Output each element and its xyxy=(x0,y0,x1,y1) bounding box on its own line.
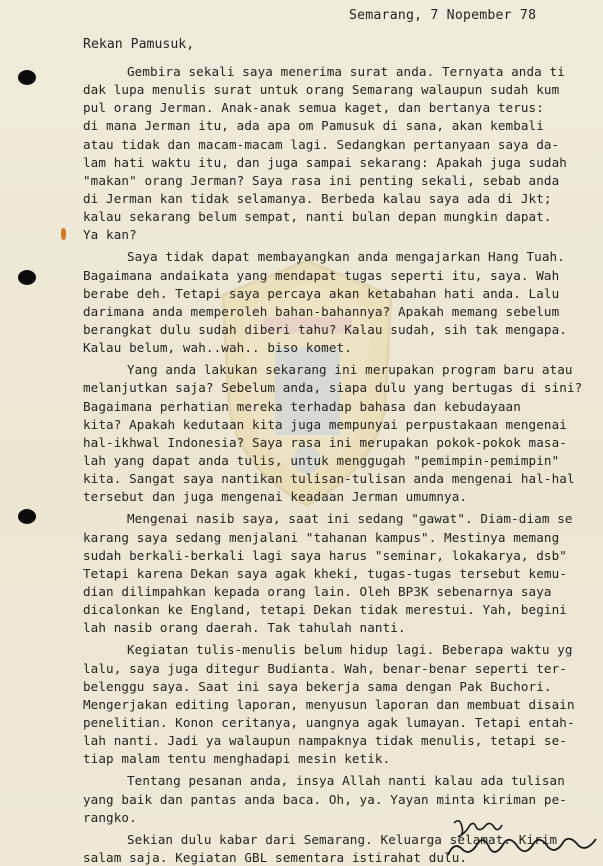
body-line: tersebut dan juga mengenai keadaan Jerman umumnya. xyxy=(83,489,468,504)
punch-hole-bottom xyxy=(18,509,36,524)
body-line: Tentang pesanan anda, insya Allah nanti kalau ada tulisan xyxy=(127,773,565,788)
body-line: Mengenai nasib saya, saat ini sedang "gawat". Diam-diam se xyxy=(127,511,573,526)
body-line: lah nasib orang daerah. Tak tahulah nanti. xyxy=(83,620,406,635)
body-line: lam hati waktu itu, dan juga sampai sekarang: Apakah juga sudah xyxy=(83,155,567,170)
body-line: Saya tidak dapat membayangkan anda mengajarkan Hang Tuah. xyxy=(127,249,565,264)
body-line: Ya kan? xyxy=(83,227,137,242)
body-line: tiap malam tentu menghadapi mesin ketik. xyxy=(83,751,391,766)
body-line: berangkat dulu sudah diberi tahu? Kalau sudah, sih tak mengapa. xyxy=(83,322,567,337)
body-line: "makan" orang Jerman? Saya rasa ini penting sekali, sebab anda xyxy=(83,173,560,188)
body-line: Yang anda lakukan sekarang ini merupakan program baru atau xyxy=(127,362,573,377)
punch-hole-middle xyxy=(18,270,36,285)
body-line: dak lupa menulis surat untuk orang Semarang walaupun sudah kum xyxy=(83,82,560,97)
body-line: kita? Apakah kedutaan kita juga mempunyai perpustakaan mengenai xyxy=(83,417,567,432)
body-line: Tetapi karena Dekan saya agak kheki, tugas-tugas tersebut kemu- xyxy=(83,566,567,581)
body-line: Mengerjakan editing laporan, menyusun laporan dan membuat disain xyxy=(83,697,575,712)
body-line: di Jerman kan tidak selamanya. Berbeda kalau saya ada di Jkt; xyxy=(83,191,552,206)
body-line: darimana anda memperoleh bahan-bahannya? Apakah memang sebelum xyxy=(83,304,560,319)
body-line: yang baik dan pantas anda baca. Oh, ya. Yayan minta kiriman pe- xyxy=(83,792,567,807)
handwritten-signature-icon xyxy=(440,813,600,865)
body-line: kalau sekarang belum sempat, nanti bulan depan mungkin dapat. xyxy=(83,209,552,224)
body-line: Bagaimana andaikata yang mendapat tugas seperti itu, saya. Wah xyxy=(83,268,560,283)
body-line: Gembira sekali saya menerima surat anda. Ternyata anda ti xyxy=(127,64,565,79)
body-line: lalu, saya juga ditegur Budianta. Wah, benar-benar seperti ter- xyxy=(83,661,567,676)
body-line: Sekian dulu kabar dari Semarang. Keluarga selamat. Kirim xyxy=(127,832,558,847)
body-line: rangko. xyxy=(83,810,137,825)
body-line: di mana Jerman itu, ada apa om Pamusuk di sana, akan kembali xyxy=(83,118,544,133)
body-line: hal-ikhwal Indonesia? Saya rasa ini merupakan pokok-pokok masa- xyxy=(83,435,567,450)
body-line: dicalonkan ke England, tetapi Dekan tidak merestui. Yah, begini xyxy=(83,602,567,617)
body-line: Kegiatan tulis-menulis belum hidup lagi. Beberapa waktu yg xyxy=(127,642,573,657)
punch-hole-top xyxy=(18,70,36,85)
body-line: pul orang Jerman. Anak-anak semua kaget, dan bertanya terus: xyxy=(83,100,544,115)
body-line: karang saya sedang menjalani "tahanan kampus". Mestinya memang xyxy=(83,530,560,545)
body-line: belenggu saya. Saat ini saya bekerja sama dengan Pak Buchori. xyxy=(83,679,552,694)
body-line: atau tidak dan macam-macam lagi. Sedangkan pertanyaan saya da- xyxy=(83,137,560,152)
body-line: Bagaimana perhatian mereka terhadap bahasa dan kebudayaan xyxy=(83,399,521,414)
body-line: lah nanti. Jadi ya walaupun nampaknya tidak menulis, tetapi se- xyxy=(83,733,567,748)
body-line: melanjutkan saja? Sebelum anda, siapa dulu yang bertugas di sini? xyxy=(83,380,583,395)
body-line: berabe deh. Tetapi saya percaya akan ketabahan hati anda. Lalu xyxy=(83,286,560,301)
body-line: sudah berkali-berkali lagi saya harus "seminar, lokakarya, dsb" xyxy=(83,548,567,563)
body-line: penelitian. Konon ceritanya, uangnya agak lumayan. Tetapi entah- xyxy=(83,715,575,730)
body-line: Kalau belum, wah..wah.. biso komet. xyxy=(83,340,352,355)
body-line: dian dilimpahkan kepada orang lain. Oleh BP3K sebenarnya saya xyxy=(83,584,552,599)
body-line: lah yang dapat anda tulis, untuk menggugah "pemimpin-pemimpin" xyxy=(83,453,560,468)
letter-salutation: Rekan Pamusuk, xyxy=(83,37,195,52)
rust-stain xyxy=(61,228,66,240)
letter-date: Semarang, 7 Nopember 78 xyxy=(349,8,537,23)
body-line: kita. Sangat saya nantikan tulisan-tulisan anda mengenai hal-hal xyxy=(83,471,575,486)
body-line: salam saja. Kegiatan GBL sementara istirahat dulu. xyxy=(83,850,468,865)
